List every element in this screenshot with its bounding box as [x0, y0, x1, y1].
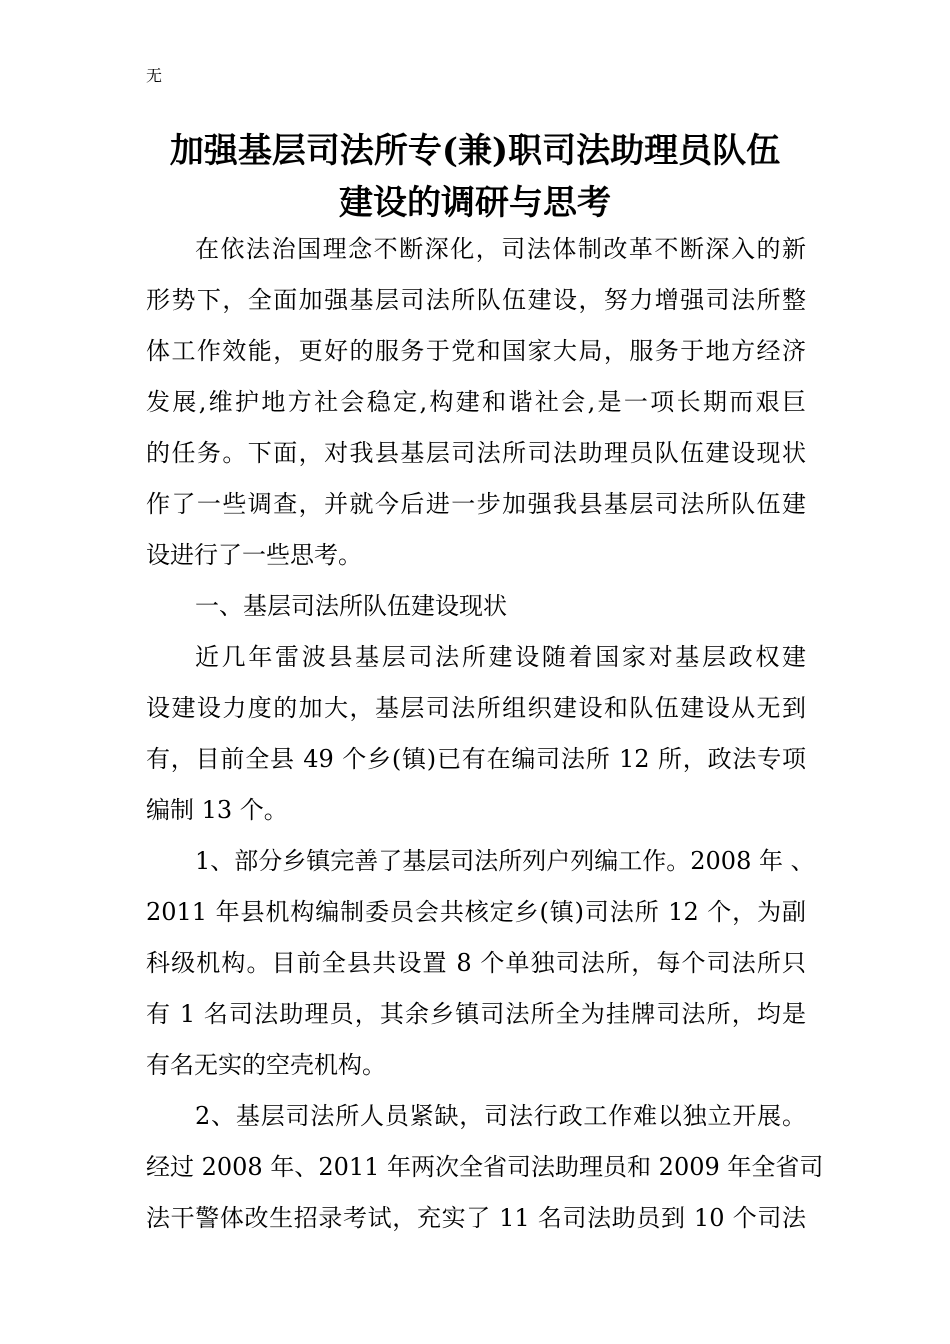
- body-line-6: 作了一些调查，并就今后进一步加强我县基层司法所队伍建: [146, 490, 806, 518]
- document-title-line-1: 加强基层司法所专(兼)职司法助理员队伍: [169, 131, 781, 171]
- body-line-20: 法干警体改生招录考试，充实了 11 名司法助员到 10 个司法: [146, 1204, 806, 1232]
- body-line-5: 的任务。下面，对我县基层司法所司法助理员队伍建设现状: [146, 439, 806, 467]
- header-mark: 无: [146, 66, 163, 85]
- body-line-19: 经过 2008 年、2011 年两次全省司法助理员和 2009 年全省司: [146, 1153, 824, 1181]
- body-line-2: 形势下，全面加强基层司法所队伍建设，努力增强司法所整: [146, 286, 806, 314]
- body-line-14: 2011 年县机构编制委员会共核定乡(镇)司法所 12 个，为副: [146, 898, 806, 926]
- body-line-9: 近几年雷波县基层司法所建设随着国家对基层政权建: [195, 643, 806, 671]
- body-line-18: 2、基层司法所人员紧缺，司法行政工作难以独立开展。: [195, 1102, 806, 1130]
- body-line-17: 有名无实的空壳机构。: [146, 1051, 386, 1079]
- body-line-10: 设建设力度的加大，基层司法所组织建设和队伍建设从无到: [146, 694, 806, 722]
- body-line-16: 有 1 名司法助理员，其余乡镇司法所全为挂牌司法所，均是: [146, 1000, 806, 1028]
- section-heading-1: 一、基层司法所队伍建设现状: [195, 592, 507, 620]
- document-title-line-2: 建设的调研与思考: [339, 183, 611, 223]
- body-line-12: 编制 13 个。: [146, 796, 288, 824]
- body-line-3: 体工作效能，更好的服务于党和国家大局，服务于地方经济: [146, 337, 806, 365]
- body-line-7: 设进行了一些思考。: [146, 541, 362, 569]
- body-line-13: 1、部分乡镇完善了基层司法所列户列编工作。2008 年 、: [195, 847, 815, 875]
- body-line-11: 有，目前全县 49 个乡(镇)已有在编司法所 12 所，政法专项: [146, 745, 806, 773]
- body-line-1: 在依法治国理念不断深化，司法体制改革不断深入的新: [195, 235, 806, 263]
- body-line-15: 科级机构。目前全县共设置 8 个单独司法所，每个司法所只: [146, 949, 806, 977]
- body-line-4: 发展,维护地方社会稳定,构建和谐社会,是一项长期而艰巨: [146, 388, 806, 416]
